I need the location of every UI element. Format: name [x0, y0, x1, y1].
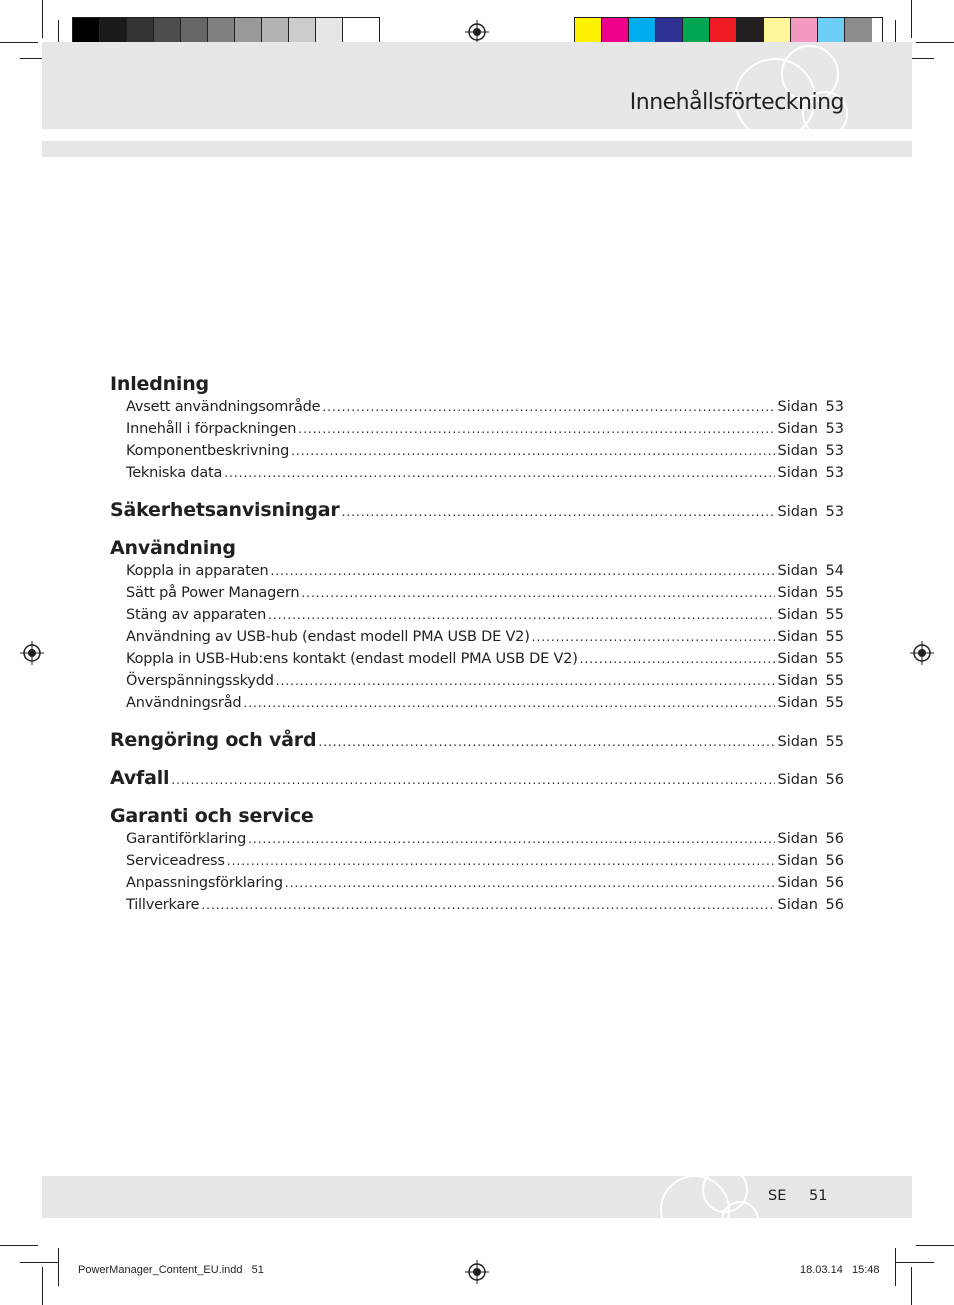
- section-title: Inledning: [110, 373, 209, 395]
- footer-language-code: SE: [768, 1188, 787, 1204]
- toc-entry: [110, 692, 844, 714]
- color-swatch: [710, 18, 737, 44]
- toc-section: [110, 372, 844, 484]
- dot-leader: [291, 440, 775, 462]
- page-reference: [777, 648, 844, 670]
- dot-leader: [171, 773, 775, 787]
- page-title: Innehållsförteckning: [629, 90, 844, 115]
- page-reference: [777, 734, 844, 750]
- toc-entry: [110, 418, 844, 440]
- toc-entry: [110, 440, 844, 462]
- dot-leader: [248, 828, 775, 850]
- entry-label: Stäng av apparaten: [126, 607, 267, 623]
- color-swatch: [127, 18, 154, 44]
- crop-mark: [20, 1262, 58, 1263]
- entry-label: Garantiförklaring: [126, 831, 247, 847]
- color-swatch: [208, 18, 235, 44]
- page-word: Sidan: [777, 465, 818, 481]
- dot-leader: [276, 670, 776, 692]
- section-title: Rengöring och vård: [110, 729, 317, 751]
- page-number: 55: [825, 673, 844, 689]
- process-color-bar: [574, 17, 883, 45]
- footer-page-number: 51: [809, 1188, 828, 1204]
- color-swatch: [845, 18, 872, 44]
- section-title: Garanti och service: [110, 805, 314, 827]
- color-swatch: [100, 18, 127, 44]
- crop-mark: [916, 1245, 954, 1246]
- color-swatch: [235, 18, 262, 44]
- page-word: Sidan: [777, 831, 818, 847]
- entry-label: Komponentbeskrivning: [126, 443, 290, 459]
- color-swatch: [316, 18, 343, 44]
- page-reference: [777, 418, 844, 440]
- color-swatch: [575, 18, 602, 44]
- color-swatch: [289, 18, 316, 44]
- dot-leader: [342, 505, 776, 519]
- crop-mark: [896, 1262, 934, 1263]
- page-number: 53: [825, 399, 844, 415]
- toc-entry: [110, 894, 844, 916]
- toc-entry: [110, 828, 844, 850]
- crop-mark: [916, 42, 954, 43]
- dot-leader: [224, 462, 775, 484]
- dot-leader: [268, 604, 775, 626]
- registration-mark-icon: [465, 1260, 489, 1284]
- entry-label: Koppla in USB-Hub:ens kontakt (endast modell PMA USB DE V2): [126, 651, 578, 667]
- color-swatch: [683, 18, 710, 44]
- page-reference: [777, 604, 844, 626]
- page-reference: [777, 872, 844, 894]
- toc-entry: [110, 462, 844, 484]
- dot-leader: [318, 735, 775, 749]
- page-number: 56: [825, 772, 844, 788]
- section-title: Säkerhetsanvisningar: [110, 499, 340, 521]
- page-reference: [777, 560, 844, 582]
- page-number: 55: [825, 734, 844, 750]
- page-word: Sidan: [777, 853, 818, 869]
- entry-label: Avsett användningsområde: [126, 399, 321, 415]
- page-number: 55: [825, 651, 844, 667]
- page-word: Sidan: [777, 563, 818, 579]
- crop-mark: [911, 0, 912, 38]
- dot-leader: [227, 850, 776, 872]
- toc-section: [110, 498, 844, 522]
- crop-mark: [0, 42, 38, 43]
- color-swatch: [656, 18, 683, 44]
- slug-date-info: 18.03.14 15:48: [800, 1264, 880, 1276]
- entry-label: Anpassningsförklaring: [126, 875, 283, 891]
- page-reference: [777, 582, 844, 604]
- dot-leader: [285, 872, 776, 894]
- page-reference: [777, 772, 844, 788]
- crop-mark: [895, 1248, 896, 1286]
- page-reference: [777, 504, 844, 520]
- page-word: Sidan: [777, 651, 818, 667]
- page-reference: [777, 894, 844, 916]
- toc-entry: [110, 626, 844, 648]
- color-swatch: [737, 18, 764, 44]
- crop-mark: [42, 0, 43, 38]
- dot-leader: [201, 894, 775, 916]
- color-swatch: [818, 18, 845, 44]
- page-word: Sidan: [777, 875, 818, 891]
- toc-entry: [110, 872, 844, 894]
- toc-entry: [110, 582, 844, 604]
- page-word: Sidan: [777, 772, 818, 788]
- dot-leader: [322, 396, 775, 418]
- decorative-circles-icon: [640, 1150, 770, 1220]
- toc-section: [110, 728, 844, 752]
- page-reference: [777, 692, 844, 714]
- color-swatch: [73, 18, 100, 44]
- page-word: Sidan: [777, 504, 818, 520]
- toc-entry: [110, 850, 844, 872]
- toc-entry: [110, 670, 844, 692]
- page-number: 53: [825, 421, 844, 437]
- page-number: 56: [825, 897, 844, 913]
- page-word: Sidan: [777, 585, 818, 601]
- entry-label: Användning av USB-hub (endast modell PMA USB DE V2): [126, 629, 530, 645]
- crop-mark: [58, 1248, 59, 1286]
- registration-mark-icon: [910, 641, 934, 665]
- slug-file-info: PowerManager_Content_EU.indd 51: [78, 1264, 264, 1276]
- table-of-contents: [110, 372, 844, 930]
- crop-mark: [0, 1245, 38, 1246]
- registration-mark-icon: [20, 641, 44, 665]
- toc-entry: [110, 604, 844, 626]
- page-reference: [777, 440, 844, 462]
- page-number: 56: [825, 875, 844, 891]
- crop-mark: [42, 1267, 43, 1305]
- dot-leader: [243, 692, 775, 714]
- color-swatch: [262, 18, 289, 44]
- page-number: 55: [825, 629, 844, 645]
- color-swatch: [791, 18, 818, 44]
- page-word: Sidan: [777, 695, 818, 711]
- entry-label: Koppla in apparaten: [126, 563, 269, 579]
- page-number: 54: [825, 563, 844, 579]
- color-swatch: [181, 18, 208, 44]
- page-number: 53: [825, 465, 844, 481]
- dot-leader: [301, 582, 775, 604]
- page-number: 53: [825, 504, 844, 520]
- dot-leader: [298, 418, 775, 440]
- color-swatch: [343, 18, 370, 44]
- crop-mark: [911, 1267, 912, 1305]
- toc-entry: [110, 396, 844, 418]
- page-word: Sidan: [777, 629, 818, 645]
- page-number: 53: [825, 443, 844, 459]
- page-number: 55: [825, 695, 844, 711]
- page-word: Sidan: [777, 421, 818, 437]
- section-title: Avfall: [110, 767, 170, 789]
- grayscale-color-bar: [72, 17, 380, 45]
- page-reference: [777, 850, 844, 872]
- page-reference: [777, 396, 844, 418]
- dot-leader: [532, 626, 776, 648]
- toc-section: [110, 766, 844, 790]
- color-swatch: [764, 18, 791, 44]
- page-number: 55: [825, 585, 844, 601]
- page-word: Sidan: [777, 443, 818, 459]
- page-reference: [777, 462, 844, 484]
- section-title: Användning: [110, 537, 236, 559]
- entry-label: Sätt på Power Managern: [126, 585, 300, 601]
- toc-section-row: [110, 766, 844, 790]
- color-swatch: [629, 18, 656, 44]
- entry-label: Innehåll i förpackningen: [126, 421, 297, 437]
- page-word: Sidan: [777, 399, 818, 415]
- registration-mark-icon: [465, 20, 489, 44]
- toc-section-row: [110, 728, 844, 752]
- toc-section: [110, 804, 844, 916]
- entry-label: Användningsråd: [126, 695, 242, 711]
- page-reference: [777, 670, 844, 692]
- page-number: 56: [825, 831, 844, 847]
- entry-label: Serviceadress: [126, 853, 225, 869]
- page-word: Sidan: [777, 673, 818, 689]
- page-word: Sidan: [777, 897, 818, 913]
- color-swatch: [602, 18, 629, 44]
- entry-label: Tillverkare: [126, 897, 200, 913]
- dot-leader: [270, 560, 775, 582]
- toc-entry: [110, 648, 844, 670]
- page-word: Sidan: [777, 734, 818, 750]
- entry-label: Överspänningsskydd: [126, 673, 274, 689]
- entry-label: Tekniska data: [126, 465, 223, 481]
- page-reference: [777, 828, 844, 850]
- dot-leader: [580, 648, 776, 670]
- toc-section: [110, 536, 844, 714]
- page-reference: [777, 626, 844, 648]
- page-number: 55: [825, 607, 844, 623]
- color-swatch: [154, 18, 181, 44]
- page-word: Sidan: [777, 607, 818, 623]
- toc-entry: [110, 560, 844, 582]
- toc-section-row: [110, 498, 844, 522]
- page-number: 56: [825, 853, 844, 869]
